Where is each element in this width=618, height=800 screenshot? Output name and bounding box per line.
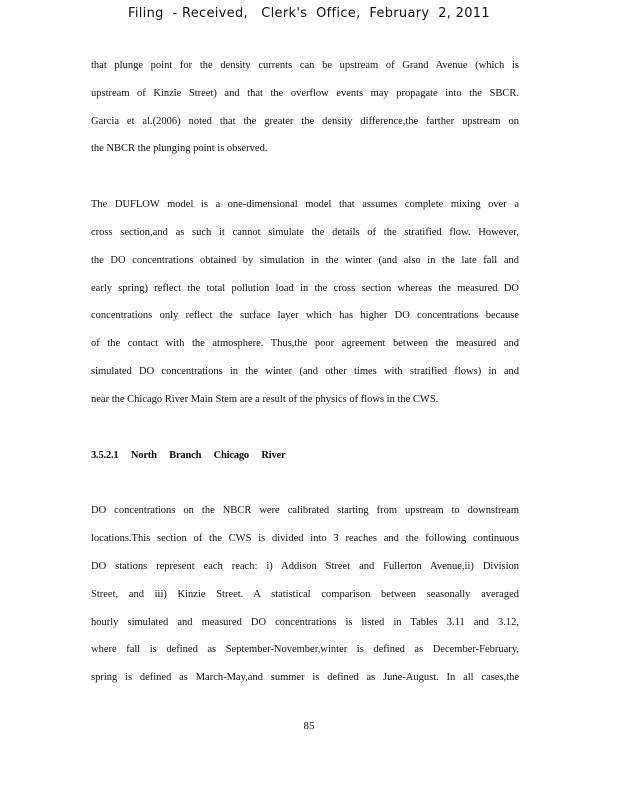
paragraph-duflow-model: [91, 195, 519, 417]
text-line: locations.This section of the CWS is divided into 3 reaches and the following continuous: [91, 533, 519, 545]
paragraph-plunge-point: [91, 56, 519, 167]
paragraph-gap: [91, 167, 519, 195]
text-line: that plunge point for the density currents can be upstream of Grand Avenue (which is: [91, 60, 519, 71]
document-body: [91, 56, 519, 696]
text-line: The DUFLOW model is a one-dimensional model that assumes complete mixing over a: [91, 199, 519, 211]
paragraph-gap: [91, 473, 519, 501]
section-heading: 3.5.2.1 North Branch Chicago River: [91, 449, 286, 461]
text-line: hourly simulated and measured DO concentrations is listed in Tables 3.11 and 3.12,: [91, 616, 519, 628]
text-line: of the contact with the atmosphere. Thus,the poor agreement between the measured and: [91, 338, 519, 350]
text-line: concentrations only reflect the surface layer which has higher DO concentrations because: [91, 310, 519, 322]
text-line: upstream of Kinzie Street) and that the overflow events may propagate into the SBCR.: [91, 87, 519, 99]
text-line: the NBCR the plunging point is observed.: [91, 143, 268, 155]
text-line: the DO concentrations obtained by simulation in the winter (and also in the late fall and: [91, 254, 519, 266]
text-line: Street, and iii) Kinzie Street. A statistical comparison between seasonally averaged: [91, 588, 519, 600]
text-line: DO stations represent each reach: i) Addison Street and Fullerton Avenue,ii) Division: [91, 560, 519, 572]
text-line: early spring) reflect the total pollution load in the cross section whereas the measured DO: [91, 282, 519, 294]
paragraph-do-calibration: [91, 501, 519, 696]
paragraph-gap: [91, 418, 519, 446]
filing-header: Filing - Received, Clerk's Office, February 2, 2011: [128, 6, 490, 21]
text-line: spring is defined as March-May,and summer is defined as June-August. In all cases,the: [91, 672, 519, 684]
text-line: near the Chicago River Main Stem are a result of the physics of flows in the CWS.: [91, 393, 439, 405]
text-line: cross section,and as such it cannot simulate the details of the stratified flow. However,: [91, 226, 519, 238]
text-line: where fall is defined as September-November,winter is defined as December-February,: [91, 644, 519, 656]
page-number: 85: [303, 720, 315, 732]
text-line: simulated DO concentrations in the winter (and other times with stratified flows) in and: [91, 365, 519, 377]
text-line: Garcia et al.(2006) noted that the greater the density difference,the farther upstream on: [91, 115, 519, 127]
text-line: DO concentrations on the NBCR were calibrated starting from upstream to downstream: [91, 505, 519, 517]
